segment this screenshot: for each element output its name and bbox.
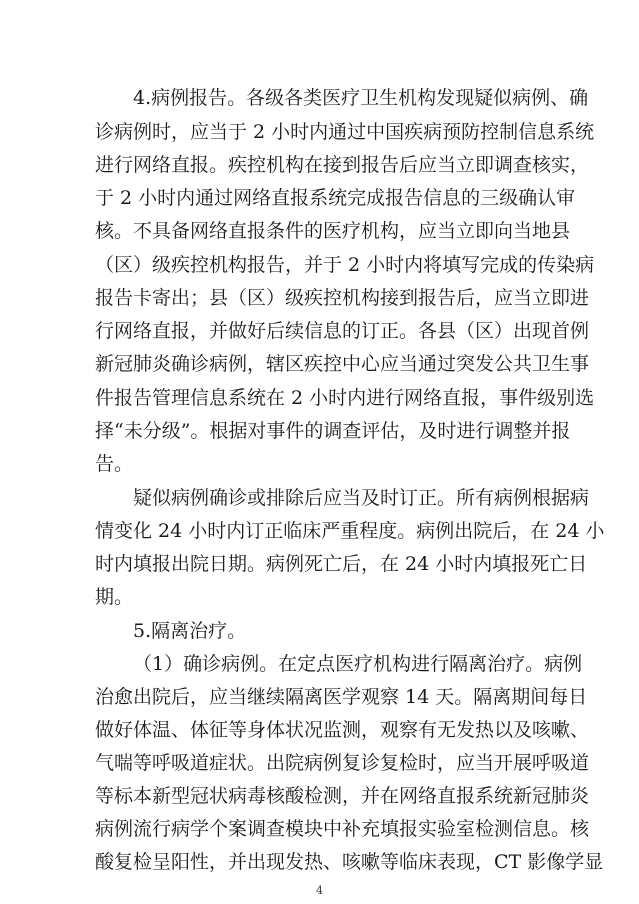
- text-line: 期。: [95, 586, 134, 608]
- text-line: 诊病例时，应当于 2 小时内通过中国疾病预防控制信息系统: [95, 121, 595, 143]
- text-line: 等标本新型冠状病毒核酸检测，并在网络直报系统新冠肺炎: [95, 785, 590, 807]
- text-line: 核。不具备网络直报条件的医疗机构，应当立即向当地县: [95, 220, 571, 242]
- page-number: 4: [316, 884, 323, 897]
- text-line: 时内填报出院日期。病例死亡后，在 24 小时内填报死亡日: [95, 553, 588, 575]
- text-line: 病例流行病学个案调查模块中补充填报实验室检测信息。核: [95, 818, 590, 840]
- text-line: 择“未分级”。根据对事件的调查评估，及时进行调整并报: [95, 420, 571, 442]
- text-line: 件报告管理信息系统在 2 小时内进行网络直报，事件级别选: [95, 387, 595, 409]
- text-line: 行网络直报，并做好后续信息的订正。各县（区）出现首例: [95, 320, 590, 342]
- text-line: 报告卡寄出；县（区）级疾控机构接到报告后，应当立即进: [95, 287, 590, 309]
- section-heading: 5.隔离治疗。: [133, 620, 247, 642]
- text-line: 新冠肺炎确诊病例，辖区疾控中心应当通过突发公共卫生事: [95, 353, 590, 375]
- text-line: 做好体温、体征等身体状况监测，观察有无发热以及咳嗽、: [95, 719, 590, 741]
- text-line: 进行网络直报。疾控机构在接到报告后应当立即调查核实，: [95, 154, 590, 176]
- text-line: （区）级疾控机构报告，并于 2 小时内将填写完成的传染病: [95, 254, 595, 276]
- text-line: 治愈出院后，应当继续隔离医学观察 14 天。隔离期间每日: [95, 686, 588, 708]
- text-line: 气喘等呼吸道症状。出院病例复诊复检时，应当开展呼吸道: [95, 752, 590, 774]
- text-line: （1）确诊病例。在定点医疗机构进行隔离治疗。病例: [133, 653, 583, 675]
- text-line: 于 2 小时内通过网络直报系统完成报告信息的三级确认审: [95, 187, 576, 209]
- text-line: 酸复检呈阳性，并出现发热、咳嗽等临床表现，CT 影像学显: [95, 851, 604, 873]
- text-line: 疑似病例确诊或排除后应当及时订正。所有病例根据病: [133, 487, 590, 509]
- text-line: 情变化 24 小时内订正临床严重程度。病例出院后，在 24 小: [95, 520, 605, 542]
- text-line: 4.病例报告。各级各类医疗卫生机构发现疑似病例、确: [133, 87, 589, 109]
- text-line: 告。: [95, 453, 134, 475]
